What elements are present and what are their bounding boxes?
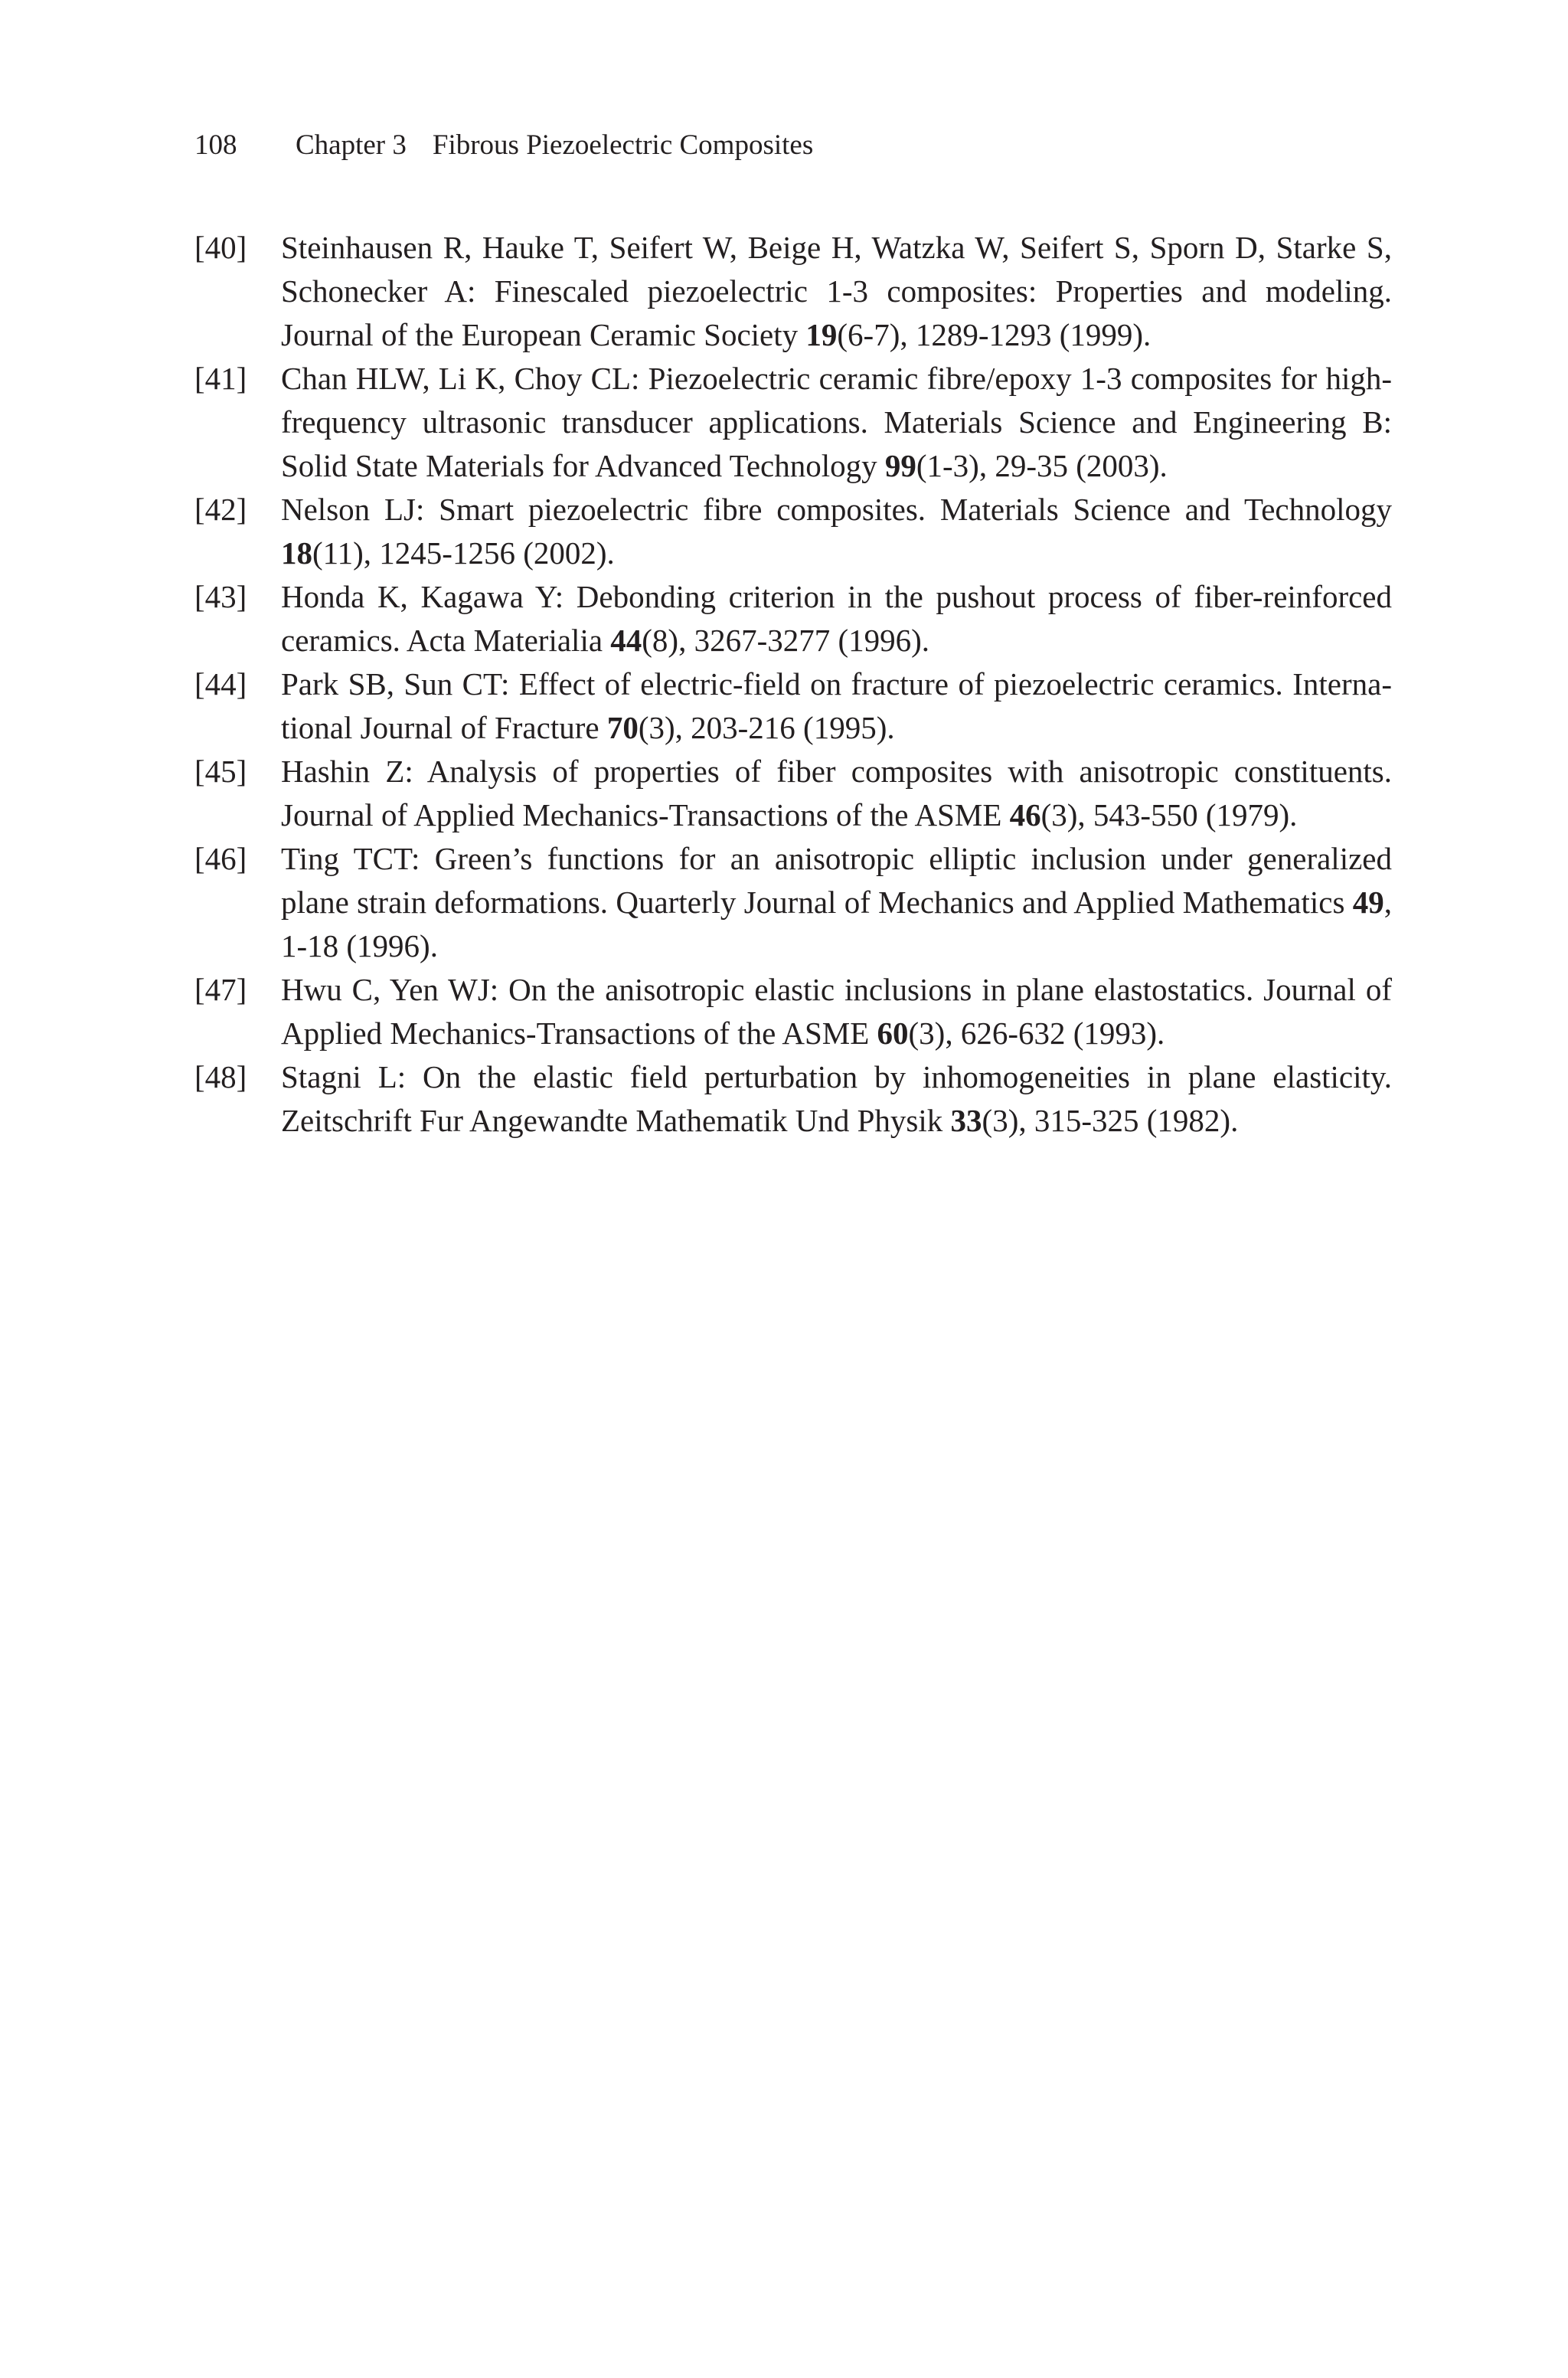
reference-number: [44] — [194, 666, 247, 702]
reference-text — [281, 226, 1392, 357]
reference-41 — [194, 357, 1392, 488]
reference-text — [281, 488, 1392, 575]
reference-pages: , 1-18 (1996). — [281, 885, 1392, 963]
reference-pages: (1-3), 29-35 (2003). — [916, 448, 1168, 483]
reference-citation: Nelson LJ: Smart piezoelectric fibre composites. Materials Science and Technology — [281, 492, 1392, 527]
reference-volume: 49 — [1352, 885, 1384, 920]
reference-citation: Hashin Z: Analysis of properties of fiber composites with anisotropic constituents. Journal of Applied Mechanics-Transactions of the ASME — [281, 754, 1392, 832]
reference-number: [48] — [194, 1059, 247, 1094]
reference-text — [281, 1055, 1392, 1143]
reference-pages: (3), 543-550 (1979). — [1040, 797, 1298, 832]
reference-number: [46] — [194, 841, 247, 876]
reference-48 — [194, 1055, 1392, 1143]
reference-number: [47] — [194, 972, 247, 1007]
reference-volume: 44 — [610, 623, 642, 658]
reference-44 — [194, 662, 1392, 750]
reference-citation: Stagni L: On the elastic field perturbation by inhomogeneities in plane elasticity. Zeitschrift Fur Angewandte Mathematik Und Physik — [281, 1059, 1392, 1138]
reference-text — [281, 575, 1392, 662]
reference-42 — [194, 488, 1392, 575]
reference-text — [281, 750, 1392, 837]
reference-text — [281, 357, 1392, 488]
reference-number: [40] — [194, 230, 247, 265]
reference-number: [41] — [194, 361, 247, 396]
reference-citation: Honda K, Kagawa Y: Debonding criterion in the pushout process of fiber-reinforced ceramics. Acta Materialia — [281, 579, 1392, 658]
reference-volume: 70 — [606, 710, 639, 745]
reference-citation: Chan HLW, Li K, Choy CL: Piezoelectric ceramic fibre/epoxy 1-3 composites for high-frequency ultrasonic transducer applications. Materials Science and Engineering B: Solid State Materials for Advanced Technology — [281, 361, 1392, 483]
reference-45 — [194, 750, 1392, 837]
reference-number: [43] — [194, 579, 247, 614]
reference-pages: (8), 3267-3277 (1996). — [642, 623, 930, 658]
reference-citation: Ting TCT: Green’s functions for an anisotropic elliptic inclusion under generalized plane strain deformations. Quarterly Journal of Mechanics and Applied Mathematics — [281, 841, 1392, 920]
reference-46 — [194, 837, 1392, 968]
reference-40 — [194, 226, 1392, 357]
reference-volume: 60 — [877, 1016, 909, 1051]
reference-text — [281, 662, 1392, 750]
page-number: 108 — [194, 129, 237, 161]
reference-volume: 19 — [805, 317, 838, 352]
reference-list — [194, 226, 1392, 1143]
running-head — [194, 124, 813, 167]
reference-volume: 46 — [1009, 797, 1041, 832]
reference-47 — [194, 968, 1392, 1055]
reference-citation: Park SB, Sun CT: Effect of electric-field on fracture of piezoelectric ceramics. International Journal of Fracture — [281, 666, 1392, 745]
chapter-label: Chapter 3 — [296, 129, 407, 161]
chapter-title: Fibrous Piezoelectric Composites — [432, 129, 814, 161]
reference-43 — [194, 575, 1392, 662]
reference-citation: Hwu C, Yen WJ: On the anisotropic elastic inclusions in plane elastostatics. Journal of Applied Mechanics-Transactions of the ASME — [281, 972, 1392, 1051]
reference-citation: Steinhausen R, Hauke T, Seifert W, Beige H, Watzka W, Seifert S, Sporn D, Starke S, Schonecker A: Finescaled piezoelectric 1-3 composites: Properties and modeling. Journal of the European Ceramic Society — [281, 230, 1392, 352]
reference-pages: (3), 626-632 (1993). — [908, 1016, 1165, 1051]
reference-pages: (11), 1245-1256 (2002). — [312, 535, 615, 571]
reference-volume: 33 — [950, 1103, 982, 1138]
reference-pages: (3), 315-325 (1982). — [982, 1103, 1239, 1138]
reference-text — [281, 968, 1392, 1055]
reference-text — [281, 837, 1392, 968]
reference-volume: 99 — [884, 448, 916, 483]
reference-volume: 18 — [281, 535, 312, 571]
reference-number: [45] — [194, 754, 247, 789]
reference-number: [42] — [194, 492, 247, 527]
reference-pages: (3), 203-216 (1995). — [638, 710, 895, 745]
reference-pages: (6-7), 1289-1293 (1999). — [837, 317, 1152, 352]
